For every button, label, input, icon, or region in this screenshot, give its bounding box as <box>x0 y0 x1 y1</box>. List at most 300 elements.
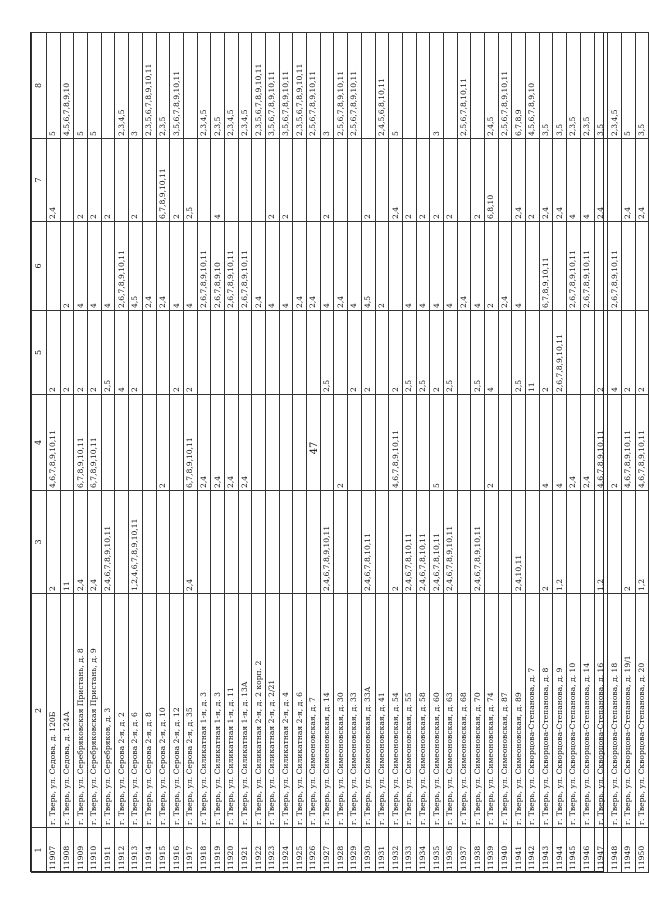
table-cell: 2 <box>416 139 430 222</box>
table-cell: 11937 <box>457 828 471 873</box>
table-cell: 11912 <box>115 828 129 873</box>
table-cell <box>238 311 252 395</box>
table-cell: 2,4 <box>197 395 211 491</box>
table-cell <box>498 139 512 222</box>
table-cell: г. Тверь, ул. Скворцова-Степанова, д. 8 <box>539 594 553 828</box>
table-cell: 11914 <box>142 828 156 873</box>
table-cell <box>238 491 252 594</box>
table-cell: г. Тверь, ул. Серебряковская Пристань, д. 9 <box>88 594 102 828</box>
table-cell <box>348 395 362 491</box>
table-cell: 4,5 <box>361 222 375 311</box>
table-cell: 2 <box>47 311 61 395</box>
table-cell: 2,4 <box>334 222 348 311</box>
table-cell: 2,4,5,6,8,10,11 <box>375 33 389 139</box>
table-cell: 4 <box>279 222 293 311</box>
table-cell: 2,6,7,8,9,10,11 <box>238 222 252 311</box>
table-cell: 4,6,7,8,9,10,11 <box>594 395 608 491</box>
column-header: 8 <box>32 33 47 139</box>
table-cell: 3,5 <box>553 33 567 139</box>
table-cell <box>443 33 457 139</box>
table-cell: 2,3,4,5 <box>115 33 129 139</box>
table-cell <box>170 395 184 491</box>
table-cell: 2 <box>539 491 553 594</box>
table-cell: 2 <box>266 139 280 222</box>
table-cell: 2,4 <box>580 395 594 491</box>
table-row <box>471 33 485 873</box>
table-cell: г. Тверь, ул. Силикатная 1-я, д. 3 <box>197 594 211 828</box>
table-cell: 4 <box>485 311 499 395</box>
table-cell: 2,5 <box>471 311 485 395</box>
table-cell: 5 <box>430 395 444 491</box>
table-cell: 2,4,6,7,8,10,11 <box>402 491 416 594</box>
table-cell: 6,7,8,9,10,11 <box>74 395 88 491</box>
table-cell: 4 <box>539 395 553 491</box>
table-row <box>252 33 266 873</box>
table-cell: г. Тверь, ул. Симеоновская, д. 74 <box>485 594 499 828</box>
table-cell: 11924 <box>279 828 293 873</box>
table-cell <box>115 491 129 594</box>
table-cell <box>320 395 334 491</box>
table-row <box>457 33 471 873</box>
table-cell <box>457 491 471 594</box>
table-cell: 11929 <box>348 828 362 873</box>
table-cell: 6,7,8,9,10,11 <box>539 222 553 311</box>
table-row <box>539 33 553 873</box>
table-cell <box>526 395 540 491</box>
table-row <box>402 33 416 873</box>
table-cell: 11944 <box>553 828 567 873</box>
column-header: 4 <box>32 395 47 491</box>
table-cell: 4 <box>608 311 622 395</box>
table-cell: 2,4,6,7,8,9,10,11 <box>101 491 115 594</box>
table-cell: 11926 <box>307 828 321 873</box>
table-cell: 3,5,6,7,8,9,10,11 <box>170 33 184 139</box>
table-cell <box>594 222 608 311</box>
table-cell: 2,3,5,6,7,8,9,10,11 <box>252 33 266 139</box>
table-cell: 3,5,6,7,8,9,10,11 <box>279 33 293 139</box>
table-cell: 4 <box>74 222 88 311</box>
table-cell: 4,6,7,8,9,10,11 <box>389 395 403 491</box>
table-cell: г. Тверь, ул. Скворцова-Степанова, д. 9 <box>553 594 567 828</box>
table-cell: 11 <box>60 491 74 594</box>
table-cell: 4 <box>320 222 334 311</box>
table-cell <box>580 311 594 395</box>
table-cell: 2 <box>608 395 622 491</box>
table-cell: 2,4 <box>211 395 225 491</box>
table-cell: 1,2,4,6,7,8,9,10,11 <box>129 491 143 594</box>
table-cell <box>402 395 416 491</box>
rotated-table-frame <box>30 32 646 872</box>
table-cell: 2 <box>156 395 170 491</box>
table-cell: 11934 <box>416 828 430 873</box>
table-cell <box>266 395 280 491</box>
table-cell: 3 <box>320 33 334 139</box>
table-cell: г. Тверь, ул. Серова 2-я, д. 6 <box>129 594 143 828</box>
table-cell: 2 <box>402 139 416 222</box>
table-cell: 2 <box>430 139 444 222</box>
table-cell: г. Тверь, ул. Силикатная 1-я, д. 13А <box>238 594 252 828</box>
table-cell <box>307 491 321 594</box>
table-cell <box>252 491 266 594</box>
table-cell: 4 <box>266 222 280 311</box>
table-cell: 3,5 <box>635 33 649 139</box>
table-cell: г. Тверь, ул. Симеоновская, д. 87 <box>498 594 512 828</box>
table-cell: 11948 <box>608 828 622 873</box>
table-cell: 2,3,4,5 <box>197 33 211 139</box>
table-cell: г. Тверь, ул. Серова 2-я, д. 2 <box>115 594 129 828</box>
table-cell: г. Тверь, ул. Силикатная 1-я, д. 11 <box>224 594 238 828</box>
table-cell: г. Тверь, ул. Скворцова-Степанова, д. 16 <box>594 594 608 828</box>
table-cell <box>47 222 61 311</box>
table-cell: 11941 <box>512 828 526 873</box>
table-cell: 2,4 <box>142 222 156 311</box>
table-cell: г. Тверь, ул. Силикатная 2-я, д. 2/21 <box>266 594 280 828</box>
table-cell: г. Тверь, ул. Серебряков, д. 3 <box>101 594 115 828</box>
table-cell: 11923 <box>266 828 280 873</box>
table-cell: 2,4 <box>635 139 649 222</box>
table-row <box>320 33 334 873</box>
table-cell: 11939 <box>485 828 499 873</box>
table-cell: 2,6,7,8,9,10 <box>211 222 225 311</box>
table-cell: 11950 <box>635 828 649 873</box>
table-cell: 2,6,7,8,9,10,11 <box>197 222 211 311</box>
table-cell: 2,3,5 <box>156 33 170 139</box>
table-cell: 4 <box>170 222 184 311</box>
table-cell <box>252 139 266 222</box>
table-cell <box>293 395 307 491</box>
table-cell <box>307 395 321 491</box>
table-cell: 2 <box>60 311 74 395</box>
table-row <box>279 33 293 873</box>
table-cell: 4 <box>430 222 444 311</box>
table-cell: 4 <box>471 222 485 311</box>
table-cell: 4 <box>115 311 129 395</box>
table-cell: г. Тверь, ул. Скворцова-Степанова, д. 18 <box>608 594 622 828</box>
table-cell: 2 <box>389 311 403 395</box>
table-cell: г. Тверь, ул. Симеоновская, д. 68 <box>457 594 471 828</box>
table-cell <box>252 311 266 395</box>
table-cell: 2 <box>170 139 184 222</box>
table-cell: 2,5,6,7,8,9,10,11 <box>334 33 348 139</box>
table-cell: 4,6,7,8,9,10,11 <box>635 395 649 491</box>
table-cell: 5 <box>621 33 635 139</box>
table-cell: г. Тверь, ул. Симеоновская, д. 41 <box>375 594 389 828</box>
table-cell: 11940 <box>498 828 512 873</box>
table-cell: 2,4,6,7,8,10,11 <box>430 491 444 594</box>
column-header: 2 <box>32 594 47 828</box>
table-cell: 2 <box>101 139 115 222</box>
table-cell: 2 <box>430 311 444 395</box>
table-cell: 4 <box>211 139 225 222</box>
table-cell: 2,4,6,7,8,10,11 <box>361 491 375 594</box>
table-cell <box>361 33 375 139</box>
table-cell <box>224 491 238 594</box>
table-cell <box>567 311 581 395</box>
table-row <box>375 33 389 873</box>
table-cell: 4 <box>183 222 197 311</box>
table-cell: г. Тверь, ул. Симеоновская, д. 14 <box>320 594 334 828</box>
table-cell <box>416 33 430 139</box>
table-cell: 2,4,6,7,8,9,10,11 <box>471 491 485 594</box>
table-cell <box>471 33 485 139</box>
table-cell: 3,5 <box>594 33 608 139</box>
table-cell: 2,3,4,5 <box>608 33 622 139</box>
table-cell: 2 <box>129 139 143 222</box>
table-cell <box>567 491 581 594</box>
table-row <box>334 33 348 873</box>
table-cell: 2,6,7,8,9,10,11 <box>608 222 622 311</box>
header-row <box>32 33 47 873</box>
table-cell <box>129 395 143 491</box>
table-cell: 2,3,5 <box>567 33 581 139</box>
table-cell: 11915 <box>156 828 170 873</box>
table-row <box>307 33 321 873</box>
table-cell <box>293 139 307 222</box>
table-cell: 2 <box>485 222 499 311</box>
table-cell: 2 <box>443 139 457 222</box>
table-row <box>594 33 608 873</box>
table-cell: 2 <box>471 139 485 222</box>
table-row <box>211 33 225 873</box>
table-cell: 2,4 <box>88 491 102 594</box>
table-cell: 2 <box>74 311 88 395</box>
table-cell <box>389 222 403 311</box>
table-cell <box>471 395 485 491</box>
table-cell: г. Тверь, ул. Серова 2-я, д. 10 <box>156 594 170 828</box>
table-cell: 11933 <box>402 828 416 873</box>
table-cell <box>115 395 129 491</box>
table-row <box>361 33 375 873</box>
table-cell <box>238 139 252 222</box>
table-row <box>580 33 594 873</box>
table-cell: 4 <box>101 222 115 311</box>
table-cell: 2 <box>88 139 102 222</box>
table-cell: 2 <box>389 491 403 594</box>
table-cell <box>142 311 156 395</box>
table-cell <box>293 311 307 395</box>
table-row <box>266 33 280 873</box>
table-cell: 5 <box>74 33 88 139</box>
table-cell: 2,4 <box>553 139 567 222</box>
table-cell: г. Тверь, ул. Скворцова-Степанова, д. 14 <box>580 594 594 828</box>
table-cell: 11947 <box>594 828 608 873</box>
table-cell: г. Тверь, ул. Серова 2-я, д. 35 <box>183 594 197 828</box>
table-cell: 11935 <box>430 828 444 873</box>
table-cell: г. Тверь, ул. Серебряковская Пристань, д. 8 <box>74 594 88 828</box>
table-cell <box>375 491 389 594</box>
table-row <box>416 33 430 873</box>
table-cell: г. Тверь, ул. Симеоновская, д. 33 <box>348 594 362 828</box>
table-cell <box>60 395 74 491</box>
table-cell <box>224 139 238 222</box>
table-cell <box>307 139 321 222</box>
table-cell: 2 <box>539 311 553 395</box>
table-cell: 2,3,5 <box>211 33 225 139</box>
rotated-table-content <box>31 33 646 873</box>
table-cell: 11907 <box>47 828 61 873</box>
table-row <box>608 33 622 873</box>
table-cell <box>416 395 430 491</box>
table-cell: 2,5 <box>443 311 457 395</box>
table-cell: 4,5,6,7,8,9,10 <box>526 33 540 139</box>
table-cell: 2 <box>170 311 184 395</box>
table-cell: 2,3,5,6,7,8,9,10,11 <box>293 33 307 139</box>
table-cell <box>348 139 362 222</box>
table-row <box>74 33 88 873</box>
table-row <box>156 33 170 873</box>
table-body <box>47 33 649 873</box>
table-row <box>621 33 635 873</box>
table-cell: г. Тверь, ул. Седова, д. 120Б <box>47 594 61 828</box>
table-cell: г. Тверь, ул. Симеоновская, д. 70 <box>471 594 485 828</box>
table-row <box>389 33 403 873</box>
table-cell: 2,6,7,8,9,10,11 <box>567 222 581 311</box>
table-cell: 11928 <box>334 828 348 873</box>
table-cell: 3 <box>129 33 143 139</box>
table-cell: 4 <box>553 395 567 491</box>
table-cell: 2,4 <box>457 222 471 311</box>
table-cell: 11917 <box>183 828 197 873</box>
table-cell <box>334 139 348 222</box>
table-cell <box>402 33 416 139</box>
table-cell: 2,5,6,7,8,9,10,11 <box>348 33 362 139</box>
table-cell: 4,6,7,8,9,10,11 <box>621 395 635 491</box>
table-row <box>88 33 102 873</box>
table-cell: 4 <box>416 222 430 311</box>
column-header: 3 <box>32 491 47 594</box>
table-cell: 2,4 <box>307 222 321 311</box>
table-cell: 3,5 <box>539 33 553 139</box>
table-cell: 11938 <box>471 828 485 873</box>
table-cell <box>279 491 293 594</box>
table-cell: 11942 <box>526 828 540 873</box>
table-row <box>430 33 444 873</box>
table-cell: г. Тверь, ул. Симеоновская, д. 7 <box>307 594 321 828</box>
table-cell: 2,4,10,11 <box>512 491 526 594</box>
table-row <box>238 33 252 873</box>
table-cell: г. Тверь, ул. Силикатная 1-я, д. 3 <box>211 594 225 828</box>
table-cell: 4 <box>512 222 526 311</box>
table-cell: 11930 <box>361 828 375 873</box>
table-cell <box>60 139 74 222</box>
table-cell: 2,5 <box>101 311 115 395</box>
table-cell: 2,4 <box>567 395 581 491</box>
table-row <box>183 33 197 873</box>
table-cell <box>361 395 375 491</box>
table-cell <box>142 491 156 594</box>
table-cell: г. Тверь, ул. Скворцова-Степанова, д. 19/1 <box>621 594 635 828</box>
table-cell <box>608 139 622 222</box>
table-cell: г. Тверь, ул. Серова 2-я, д. 8 <box>142 594 156 828</box>
table-cell <box>621 222 635 311</box>
table-cell: 11943 <box>539 828 553 873</box>
table-cell: г. Тверь, ул. Седова, д. 124А <box>60 594 74 828</box>
table-cell: г. Тверь, ул. Силикатная 2-я, д. 4 <box>279 594 293 828</box>
table-cell <box>211 311 225 395</box>
table-cell: 2 <box>129 311 143 395</box>
table-cell: 11916 <box>170 828 184 873</box>
table-cell <box>485 491 499 594</box>
table-row <box>498 33 512 873</box>
table-cell <box>334 491 348 594</box>
table-cell: 11920 <box>224 828 238 873</box>
table-cell: 2,4 <box>74 491 88 594</box>
table-cell <box>375 139 389 222</box>
table-cell: 11945 <box>567 828 581 873</box>
table-cell: 11922 <box>252 828 266 873</box>
table-cell: 11909 <box>74 828 88 873</box>
table-cell <box>457 395 471 491</box>
table-cell: 2,4 <box>238 395 252 491</box>
table-cell <box>170 491 184 594</box>
table-cell: 11 <box>526 311 540 395</box>
table-cell: г. Тверь, ул. Скворцова-Степанова, д. 10 <box>567 594 581 828</box>
table-cell: 2,3,5 <box>580 33 594 139</box>
table-cell: 2 <box>320 139 334 222</box>
table-cell: г. Тверь, ул. Симеоновская, д. 33А <box>361 594 375 828</box>
table-cell: 1,2 <box>594 491 608 594</box>
table-cell <box>252 395 266 491</box>
table-cell: 4 <box>88 222 102 311</box>
table-cell: 2,4 <box>293 222 307 311</box>
table-cell: 1,2 <box>553 491 567 594</box>
table-cell: 2 <box>375 222 389 311</box>
table-cell: 2,4 <box>539 139 553 222</box>
table-cell: 6,7,8,9 <box>512 33 526 139</box>
table-cell: 2,4 <box>156 222 170 311</box>
table-cell: 2,4 <box>47 139 61 222</box>
table-cell <box>443 395 457 491</box>
table-row <box>567 33 581 873</box>
table-cell <box>279 311 293 395</box>
table-cell: 2,3,4,5 <box>238 33 252 139</box>
table-row <box>47 33 61 873</box>
table-cell: г. Тверь, ул. Симеоновская, д. 63 <box>443 594 457 828</box>
table-row <box>224 33 238 873</box>
table-cell: 2,3,4,5 <box>224 33 238 139</box>
table-cell: г. Тверь, ул. Серова 2-я, д. 12 <box>170 594 184 828</box>
table-cell <box>197 311 211 395</box>
table-cell <box>183 33 197 139</box>
table-row <box>635 33 649 873</box>
table-cell: г. Тверь, ул. Симеоновская, д. 54 <box>389 594 403 828</box>
table-cell: 4 <box>443 222 457 311</box>
table-cell: 11911 <box>101 828 115 873</box>
table-cell <box>526 491 540 594</box>
table-cell: 2,5,6,7,8,9,10,11 <box>307 33 321 139</box>
table-cell: 2 <box>594 311 608 395</box>
table-cell <box>197 491 211 594</box>
table-cell <box>608 491 622 594</box>
table-cell: 2,6,7,8,9,10,11 <box>115 222 129 311</box>
table-row <box>553 33 567 873</box>
table-cell: 4,5,6,7,8,9,10 <box>60 33 74 139</box>
table-cell: 4,5 <box>129 222 143 311</box>
table-cell: 2 <box>279 139 293 222</box>
table-row <box>142 33 156 873</box>
table-cell: 2,5 <box>402 311 416 395</box>
table-cell: 11919 <box>211 828 225 873</box>
table-cell <box>457 139 471 222</box>
table-cell <box>348 491 362 594</box>
table-cell <box>293 491 307 594</box>
table-row <box>485 33 499 873</box>
table-cell: 2,5,6,7,8,10,11 <box>457 33 471 139</box>
table-row <box>170 33 184 873</box>
table-cell <box>142 395 156 491</box>
table-cell <box>512 395 526 491</box>
table-cell: 5 <box>47 33 61 139</box>
